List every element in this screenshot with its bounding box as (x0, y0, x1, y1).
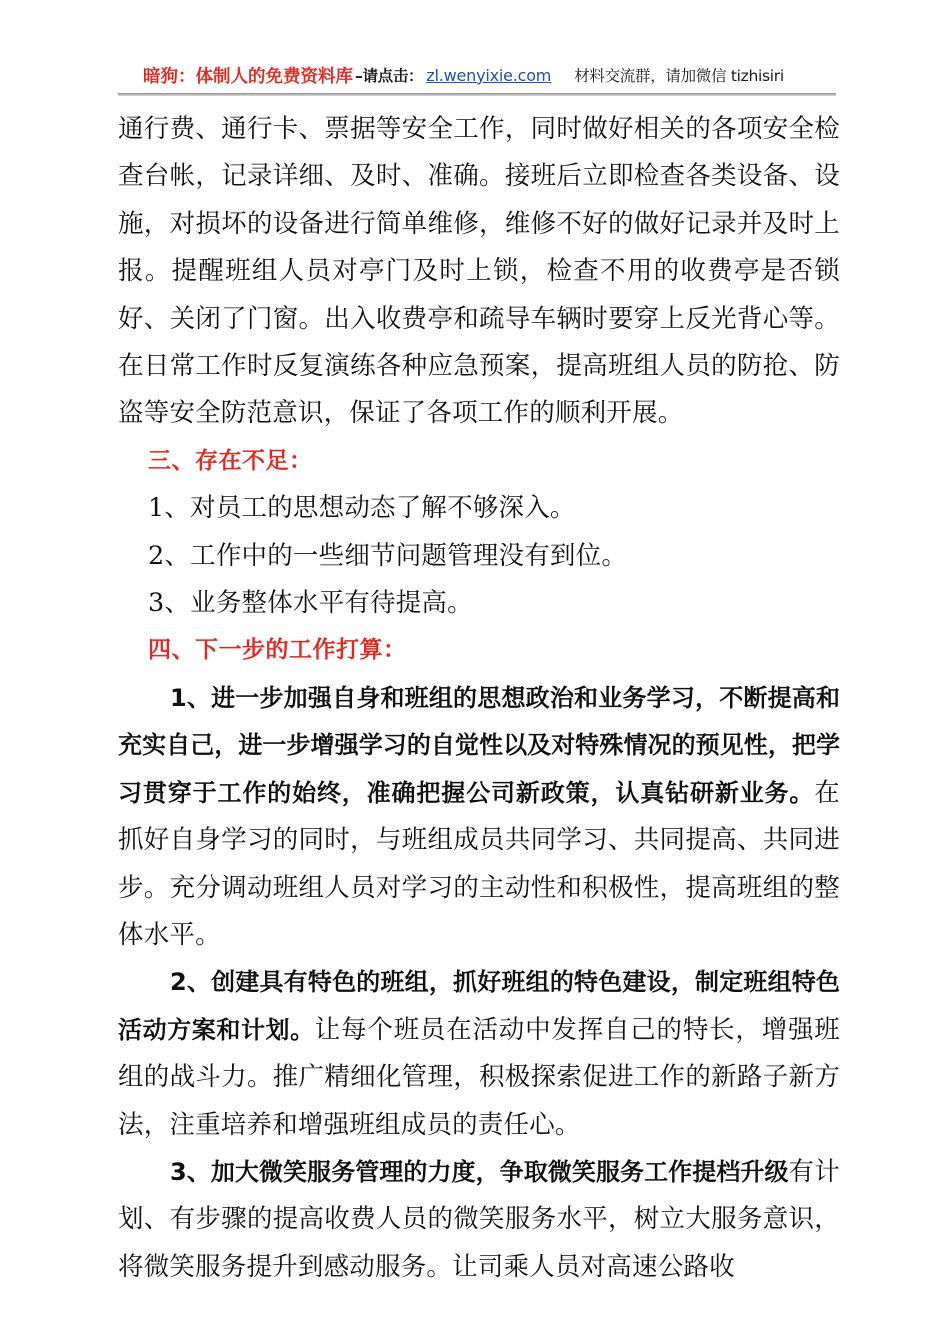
promo-cta-text: –请点击： (355, 67, 424, 85)
plan-item-3-body: 有计划、有步骤的提高收费人员的微笑服务水平，树立大服务意识，将微笑服务提升到感动服务。让司乘人员对高速公路收 (118, 1156, 841, 1282)
promo-wechat-text: 材料交流群，请加微信 tizhisiri (574, 67, 784, 85)
plan-item-2-body: 让每个班员在活动中发挥自己的特长，增强班组的战斗力。推广精细化管理，积极探索促进工作的新路子新方法，注重培养和增强班组成员的责任心。 (118, 1014, 840, 1140)
header-divider-rule (118, 93, 836, 96)
section-heading-three: 三、存在不足： (148, 447, 313, 474)
list-item-3-2: 2、工作中的一些细节问题管理没有到位。 (148, 540, 628, 571)
paragraph-safety-work: 通行费、通行卡、票据等安全工作，同时做好相关的各项安全检查台帐，记录详细、及时、准确。接班后立即检查各类设备、设施，对损坏的设备进行简单维修，维修不好的做好记录并及时上报。提醒班组人员对亭门及时上锁，检查不用的收费亭是否锁好、关闭了门窗。出入收费亭和疏导车辆时要穿上反光背心等。在日常工作时反复演练各种应急预案，提高班组人员的防抢、防盗等安全防范意识，保证了各项工作的顺利开展。 (118, 114, 840, 429)
paragraph-plan-item-3 (118, 1149, 840, 1291)
list-item-3-1: 1、对员工的思想动态了解不够深入。 (148, 493, 576, 524)
paragraph-plan-item-1 (118, 675, 840, 959)
list-item-3-3: 3、业务整体水平有待提高。 (148, 588, 473, 619)
promo-link[interactable]: zl.wenyixie.com (426, 65, 552, 85)
plan-item-3-emphasis: 3、加大微笑服务管理的力度，争取微笑服务工作提档升级 (170, 1157, 789, 1186)
paragraph-plan-item-2 (118, 959, 840, 1149)
document-body (118, 106, 840, 1291)
promo-banner (118, 58, 835, 92)
plan-item-1-emphasis: 1、进一步加强自身和班组的思想政治和业务学习，不断提高和充实自己，进一步增强学习的自觉性以及对特殊情况的预见性，把学习贯穿于工作的始终，准确把握公司新政策，认真钻研新业务。 (118, 683, 840, 807)
plan-item-1-body: 在抓好自身学习的同时，与班组成员共同学习、共同提高、共同进步。充分调动班组人员对学习的主动性和积极性，提高班组的整体水平。 (118, 777, 840, 950)
plan-item-2-emphasis: 2、创建具有特色的班组，抓好班组的特色建设，制定班组特色活动方案和计划。 (118, 968, 840, 1044)
promo-title: 暗狗：体制人的免费资料库 (143, 66, 353, 87)
section-heading-four: 四、下一步的工作打算： (148, 637, 407, 664)
